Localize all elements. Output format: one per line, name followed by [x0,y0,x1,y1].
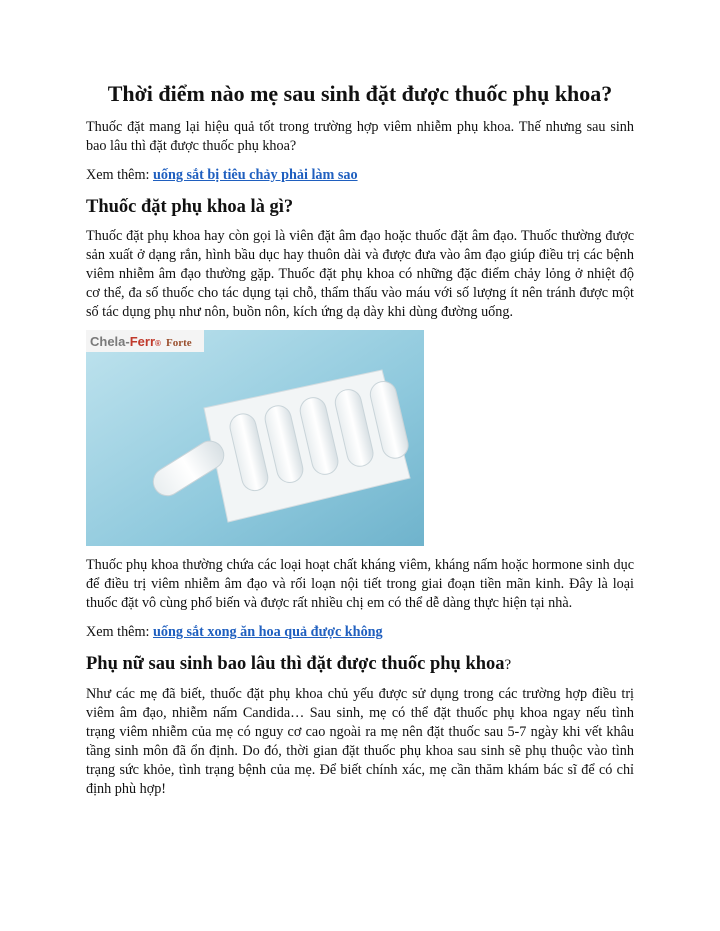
document-page [86,80,634,799]
page-title: Thời điểm nào mẹ sau sinh đặt được thuốc phụ khoa? [107,81,613,106]
intro-paragraph: Thuốc đặt mang lại hiệu quả tốt trong trường hợp viêm nhiễm phụ khoa. Thế nhưng sau sinh bao lâu thì đặt được thuốc phụ khoa? [86,119,634,154]
product-image [86,330,424,546]
section1-body: Thuốc đặt phụ khoa hay còn gọi là viên đặt âm đạo hoặc thuốc đặt âm đạo. Thuốc thường được sản xuất ở dạng rắn, hình bầu dục hay thuôn dài và được đưa vào âm đạo giúp điều trị các bệnh viêm nhiễm âm đạo thường gặp. Thuốc đặt phụ khoa có những đặc điểm chảy lỏng ở nhiệt độ cơ thể, đa số thuốc cho tác dụng tại chỗ, thẩm thấu vào máu với số lượng ít nên tránh được một số tác dụng phụ như nôn, buồn nôn, kích ứng dạ dày khi dùng đường uống. [86,228,634,320]
section2-heading-mark: ? [504,657,512,673]
suppository-photo [86,330,424,546]
logo-part1: Chela- [90,334,130,349]
section2-heading [86,652,634,677]
section1-heading: Thuốc đặt phụ khoa là gì? [86,197,294,217]
section2-heading-text: Phụ nữ sau sinh bao lâu thì đặt được thuốc phụ khoa [86,654,505,674]
logo-reg: ® [155,339,161,348]
svg-text:Chela-Ferr® [90,334,161,349]
section1-after-image: Thuốc phụ khoa thường chứa các loại hoạt chất kháng viêm, kháng nấm hoặc hormone sinh dục để điều trị viêm nhiễm âm đạo và rối loạn nội tiết trong giai đoạn tiền mãn kinh. Đây là loại thuốc đặt vô cùng phổ biến và được rất nhiều chị em có thể dễ dàng thực hiện tại nhà. [86,557,634,611]
see-more-2 [86,623,634,642]
see-more-label-2: Xem thêm: [86,624,153,640]
section2-body: Như các mẹ đã biết, thuốc đặt phụ khoa chủ yếu được sử dụng trong các trường hợp điều trị viêm âm đạo, nhiễm nấm Candida… Sau sinh, mẹ có thể đặt thuốc phụ khoa ngay nếu tình trạng viêm nhiễm của mẹ có nguy cơ cao ngoài ra mẹ nên đặt thuốc sau 5-7 ngày khi vết khâu tầng sinh môn đã ổn định. Do đó, thời gian đặt thuốc phụ khoa sau sinh sẽ phụ thuộc vào tình trạng sức khỏe, tình trạng bệnh của mẹ. Để biết chính xác, mẹ cần thăm khám bác sĩ để có chỉ định phù hợp! [86,686,634,797]
see-more-label: Xem thêm: [86,167,153,183]
see-more-link-1[interactable]: uống sắt bị tiêu chảy phải làm sao [152,167,358,183]
logo-part3: Forte [166,337,192,349]
see-more-link-2[interactable]: uống sắt xong ăn hoa quả được không [152,624,383,640]
see-more-1 [86,166,634,185]
logo-part2: Ferr [129,334,156,349]
